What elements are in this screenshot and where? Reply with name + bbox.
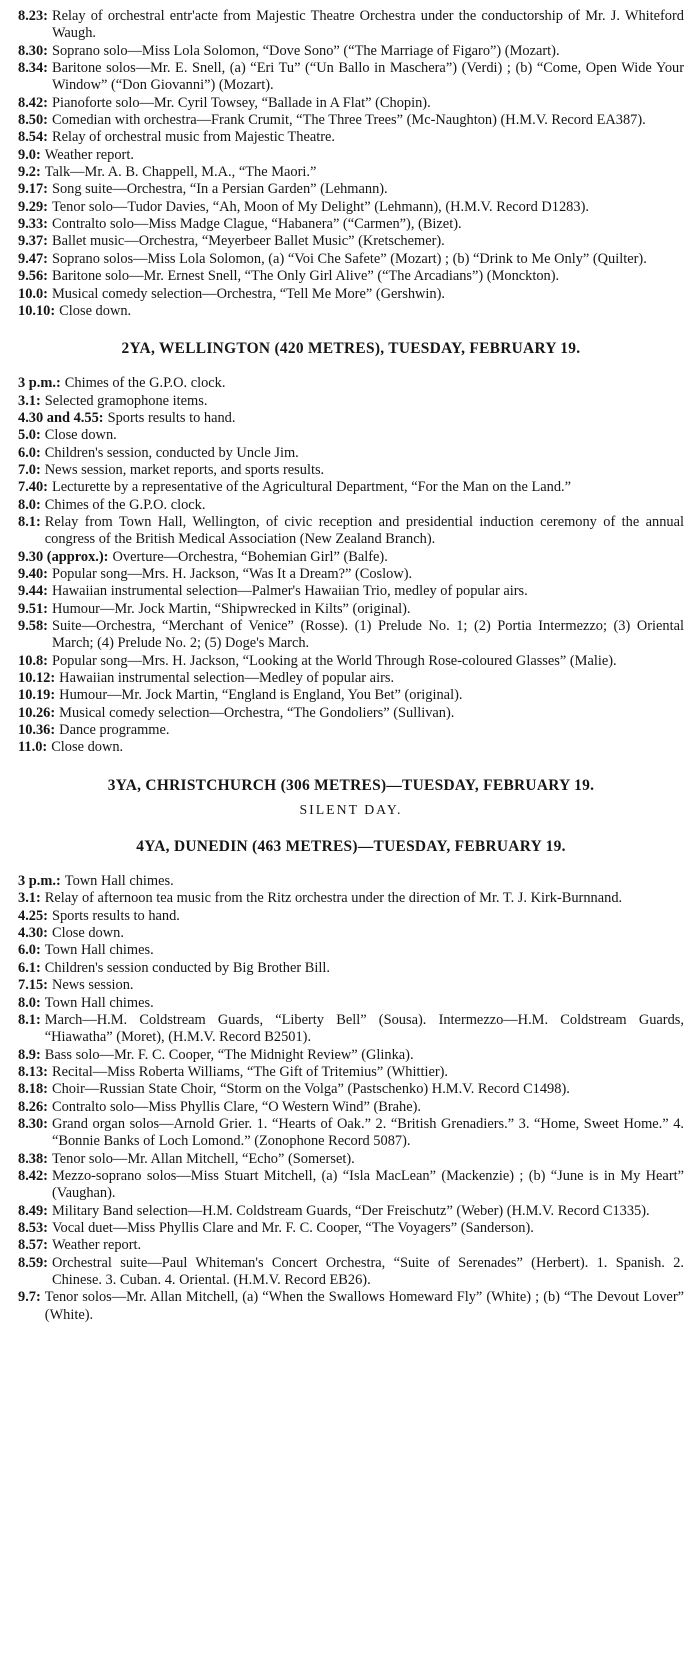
- programme-entry: [18, 1255, 684, 1290]
- entry-time: 8.50:: [18, 112, 48, 129]
- entry-text: March—H.M. Coldstream Guards, “Liberty Bell” (Sousa). Intermezzo—H.M. Coldstream Guards, “Hiawatha” (Moret), (H.M.V. Record B2501).: [44, 1011, 684, 1046]
- entry-time: 11.0:: [18, 739, 48, 756]
- entry-text: Close down.: [51, 925, 124, 942]
- entry-time: 8.26:: [18, 1098, 48, 1115]
- entry-text: Recital—Miss Roberta Williams, “The Gift of Tritemius” (Whittier).: [51, 1063, 449, 1080]
- entry-time: 5.0:: [18, 427, 41, 444]
- entry-text: Chimes of the G.P.O. clock.: [64, 375, 226, 392]
- programme-entry: [18, 1047, 684, 1064]
- entry-text: Talk—Mr. A. B. Chappell, M.A., “The Maori.”: [44, 164, 317, 181]
- entry-time: 4.25:: [18, 907, 48, 924]
- station-heading: 2YA, WELLINGTON (420 METRES), TUESDAY, FEBRUARY 19.: [121, 340, 581, 358]
- programme-entry: [18, 977, 684, 994]
- entry-time: 9.7:: [18, 1289, 41, 1306]
- programme-entry: [18, 583, 684, 600]
- programme-entry: [18, 427, 684, 444]
- entry-time: 7.0:: [18, 461, 41, 478]
- entry-time: 3 p.m.:: [18, 873, 61, 890]
- entry-time: 8.0:: [18, 496, 41, 513]
- programme-entry: [18, 393, 684, 410]
- entry-text: Popular song—Mrs. H. Jackson, “Looking at the World Through Rose-coloured Glasses” (Malie).: [51, 652, 617, 669]
- entry-text: Weather report.: [51, 1237, 142, 1254]
- entry-text: Weather report.: [44, 146, 134, 163]
- station-heading: 4YA, DUNEDIN (463 METRES)—TUESDAY, FEBRUARY 19.: [136, 838, 566, 856]
- entry-time: 10.0:: [18, 285, 48, 302]
- programme-entry: [18, 251, 684, 268]
- programme-entry: [18, 942, 684, 959]
- entry-text: Sports results to hand.: [107, 409, 236, 426]
- entry-time: 8.53:: [18, 1219, 48, 1236]
- entry-text: Close down.: [44, 427, 117, 444]
- entry-time: 3.1:: [18, 890, 41, 907]
- entry-text: Mezzo-soprano solos—Miss Stuart Mitchell, (a) “Isla MacLean” (Mackenzie) ; (b) “June is in My Heart” (Vaughan).: [51, 1167, 684, 1202]
- programme-entry: [18, 164, 684, 181]
- entry-time: 8.23:: [18, 8, 48, 24]
- programme-entry: [18, 233, 684, 250]
- entry-time: 8.57:: [18, 1237, 48, 1254]
- entry-time: 8.49:: [18, 1202, 48, 1219]
- entry-text: Chimes of the G.P.O. clock.: [44, 496, 206, 513]
- programme-entry: [18, 303, 684, 320]
- entry-text: Humour—Mr. Jock Martin, “England is England, You Bet” (original).: [59, 687, 463, 704]
- entry-time: 8.1:: [18, 513, 41, 530]
- entry-text: Vocal duet—Miss Phyllis Clare and Mr. F. C. Cooper, “The Voyagers” (Sanderson).: [51, 1219, 534, 1236]
- entry-text: Musical comedy selection—Orchestra, “Tell Me More” (Gershwin).: [51, 285, 445, 302]
- entry-time: 10.26:: [18, 704, 56, 721]
- programme-entry: [18, 445, 684, 462]
- programme-entry: [18, 1099, 684, 1116]
- station-heading: 3YA, CHRISTCHURCH (306 METRES)—TUESDAY, FEBRUARY 19.: [107, 776, 595, 794]
- entry-time: 10.36:: [18, 722, 56, 739]
- programme-entry: [18, 653, 684, 670]
- entry-text: Orchestral suite—Paul Whiteman's Concert Orchestra, “Suite of Serenades” (Herbert). 1. Spanish. 2. Chinese. 3. Cuban. 4. Oriental. (H.M.V. Record EB26).: [51, 1254, 684, 1288]
- programme-entry: [18, 8, 684, 43]
- entry-time: 8.0:: [18, 994, 41, 1011]
- entry-time: 8.42:: [18, 1167, 48, 1184]
- entry-time: 9.37:: [18, 233, 48, 250]
- programme-entry: [18, 1064, 684, 1081]
- entry-text: Choir—Russian State Choir, “Storm on the Volga” (Pastschenko) H.M.V. Record C1498).: [51, 1081, 570, 1098]
- entry-time: 6.0:: [18, 444, 41, 461]
- entry-text: News session.: [51, 977, 134, 994]
- entry-time: 9.44:: [18, 583, 48, 600]
- entry-time: 7.40:: [18, 479, 48, 496]
- entry-text: Close down.: [59, 302, 132, 319]
- entry-time: 9.47:: [18, 250, 48, 267]
- entry-text: Song suite—Orchestra, “In a Persian Garden” (Lehmann).: [51, 181, 388, 198]
- entry-time: 9.30 (approx.):: [18, 548, 109, 565]
- entry-text: Close down.: [51, 739, 124, 756]
- entry-time: 10.12:: [18, 670, 56, 687]
- entry-time: 8.42:: [18, 94, 48, 111]
- entry-text: Tenor solos—Mr. Allan Mitchell, (a) “When the Swallows Homeward Fly” (White) ; (b) “The Devout Lover” (White).: [44, 1289, 684, 1323]
- entry-time: 9.0:: [18, 146, 41, 163]
- entry-text: Baritone solos—Mr. E. Snell, (a) “Eri Tu” (“Un Ballo in Maschera”) (Verdi) ; (b) “Come, Open Wide Your Window” (“Don Giovanni”) (Mozart).: [51, 60, 684, 94]
- programme-entry: [18, 618, 684, 653]
- entry-text: Humour—Mr. Jock Martin, “Shipwrecked in Kilts” (original).: [51, 600, 411, 617]
- programme-entry: [18, 890, 684, 907]
- entry-text: Comedian with orchestra—Frank Crumit, “The Three Trees” (Mc-Naughton) (H.M.V. Record EA387).: [51, 112, 646, 129]
- entry-text: Relay of afternoon tea music from the Ritz orchestra under the direction of Mr. T. J. Kirk-Burnnand.: [44, 890, 623, 907]
- entry-time: 6.1:: [18, 959, 41, 976]
- entry-time: 8.38:: [18, 1150, 48, 1167]
- programme-entry: [18, 1289, 684, 1324]
- entry-text: Soprano solos—Miss Lola Solomon, (a) “Voi Che Safete” (Mozart) ; (b) “Drink to Me Only” (Quilter).: [51, 250, 647, 267]
- programme-entry: [18, 1012, 684, 1047]
- programme-entry: [18, 216, 684, 233]
- programme-entry: [18, 497, 684, 514]
- programme-entry: [18, 95, 684, 112]
- entry-text: Musical comedy selection—Orchestra, “The Gondoliers” (Sullivan).: [59, 704, 455, 721]
- programme-entry: [18, 1237, 684, 1254]
- entry-time: 3 p.m.:: [18, 375, 61, 392]
- entry-time: 9.29:: [18, 198, 48, 215]
- programme-entry: [18, 670, 684, 687]
- programme-entry: [18, 462, 684, 479]
- programme-entry: [18, 739, 684, 756]
- entry-text: Hawaiian instrumental selection—Medley of popular airs.: [59, 670, 395, 687]
- programme-entry: [18, 705, 684, 722]
- entry-time: 9.56:: [18, 268, 48, 285]
- entry-time: 10.8:: [18, 652, 48, 669]
- programme-entry: [18, 514, 684, 549]
- programme-entry: [18, 1168, 684, 1203]
- programme-entry: [18, 960, 684, 977]
- entry-time: 9.2:: [18, 164, 41, 181]
- entry-time: 9.17:: [18, 181, 48, 198]
- programme-entry: [18, 1220, 684, 1237]
- entry-time: 8.18:: [18, 1081, 48, 1098]
- programme-entry: [18, 60, 684, 95]
- entry-time: 10.19:: [18, 687, 56, 704]
- programme-entry: [18, 1203, 684, 1220]
- programme-entry: [18, 479, 684, 496]
- entry-time: 9.58:: [18, 618, 48, 634]
- entry-time: 7.15:: [18, 977, 48, 994]
- programme-entry: [18, 410, 684, 427]
- entry-text: Children's session, conducted by Uncle Jim.: [44, 444, 299, 461]
- entry-text: Sports results to hand.: [51, 907, 180, 924]
- entry-time: 8.34:: [18, 60, 48, 77]
- programme-entry: [18, 147, 684, 164]
- entry-text: Town Hall chimes.: [44, 994, 154, 1011]
- entry-time: 8.30:: [18, 1115, 48, 1132]
- entry-text: Town Hall chimes.: [44, 942, 154, 959]
- programme-entry: [18, 1151, 684, 1168]
- programme-entry: [18, 181, 684, 198]
- entry-text: Pianoforte solo—Mr. Cyril Towsey, “Ballade in A Flat” (Chopin).: [51, 94, 431, 111]
- entry-text: Children's session conducted by Big Brother Bill.: [44, 959, 330, 976]
- programme-entry: [18, 1081, 684, 1098]
- programme-entry: [18, 722, 684, 739]
- station-subtitle: SILENT DAY.: [299, 801, 403, 817]
- entry-text: Popular song—Mrs. H. Jackson, “Was It a Dream?” (Coslow).: [51, 565, 413, 582]
- entry-text: Suite—Orchestra, “Merchant of Venice” (Rosse). (1) Prelude No. 1; (2) Portia Intermezzo; (3) Oriental March; (4) Prelude No. 2; (5) Doge's March.: [51, 618, 684, 652]
- programme-entry: [18, 268, 684, 285]
- programme-entry: [18, 375, 684, 392]
- entry-time: 9.40:: [18, 565, 48, 582]
- entry-text: Tenor solo—Tudor Davies, “Ah, Moon of My Delight” (Lehmann), (H.M.V. Record D1283).: [51, 198, 589, 215]
- programme-entry: [18, 601, 684, 618]
- programme-entry: [18, 112, 684, 129]
- programme-entry: [18, 199, 684, 216]
- entry-text: Baritone solo—Mr. Ernest Snell, “The Only Girl Alive” (“The Arcadians”) (Monckton).: [51, 268, 560, 285]
- entry-time: 9.33:: [18, 216, 48, 233]
- entry-text: Relay from Town Hall, Wellington, of civic reception and presidential induction ceremony of the annual congress of the British Medical Association (New Zealand Branch).: [44, 513, 684, 548]
- programme-entry: [18, 43, 684, 60]
- entry-text: Contralto solo—Miss Phyllis Clare, “O Western Wind” (Brahe).: [51, 1098, 422, 1115]
- programme-entry: [18, 925, 684, 942]
- entry-time: 8.54:: [18, 129, 48, 146]
- entry-text: Dance programme.: [59, 722, 170, 739]
- programme-entry: [18, 549, 684, 566]
- entry-text: Relay of orchestral entr'acte from Majestic Theatre Orchestra under the conductorship of Mr. J. Whiteford Waugh.: [51, 8, 684, 42]
- entry-time: 9.51:: [18, 600, 48, 617]
- entry-time: 10.10:: [18, 302, 56, 319]
- entry-text: Town Hall chimes.: [64, 873, 174, 890]
- programme-entry: [18, 286, 684, 303]
- programme-entry: [18, 995, 684, 1012]
- entry-text: Overture—Orchestra, “Bohemian Girl” (Balfe).: [112, 548, 388, 565]
- programme-entry: [18, 873, 684, 890]
- entry-time: 8.59:: [18, 1254, 48, 1271]
- entry-time: 6.0:: [18, 942, 41, 959]
- entry-text: Selected gramophone items.: [44, 392, 208, 409]
- entry-text: Hawaiian instrumental selection—Palmer's Hawaiian Trio, medley of popular airs.: [51, 583, 528, 600]
- programme-entry: [18, 1116, 684, 1151]
- entry-time: 3.1:: [18, 392, 41, 409]
- entry-text: Soprano solo—Miss Lola Solomon, “Dove Sono” (“The Marriage of Figaro”) (Mozart).: [51, 42, 560, 59]
- entry-text: Military Band selection—H.M. Coldstream Guards, “Der Freischutz” (Weber) (H.M.V. Record C1335).: [51, 1202, 650, 1219]
- programme-entry: [18, 566, 684, 583]
- entry-text: Contralto solo—Miss Madge Clague, “Habanera” (“Carmen”), (Bizet).: [51, 216, 462, 233]
- entry-time: 4.30 and 4.55:: [18, 409, 104, 426]
- programme-entry: [18, 687, 684, 704]
- entry-time: 8.1:: [18, 1011, 41, 1028]
- entry-text: Relay of orchestral music from Majestic Theatre.: [51, 129, 336, 146]
- entry-time: 8.13:: [18, 1063, 48, 1080]
- entry-time: 4.30:: [18, 925, 48, 942]
- entry-text: Tenor solo—Mr. Allan Mitchell, “Echo” (Somerset).: [51, 1150, 355, 1167]
- entry-time: 8.9:: [18, 1046, 41, 1063]
- entry-text: Lecturette by a representative of the Agricultural Department, “For the Man on the Land.”: [51, 479, 572, 496]
- entry-text: Grand organ solos—Arnold Grier. 1. “Hearts of Oak.” 2. “British Grenadiers.” 3. “Home, Sweet Home.” 4. “Bonnie Banks of Loch Lomond.” (Zonophone Record 5087).: [51, 1115, 684, 1150]
- entry-text: News session, market reports, and sports results.: [44, 461, 325, 478]
- programme-entry: [18, 908, 684, 925]
- programme-entry: [18, 129, 684, 146]
- entry-text: Bass solo—Mr. F. C. Cooper, “The Midnight Review” (Glinka).: [44, 1046, 414, 1063]
- entry-time: 8.30:: [18, 42, 48, 59]
- entry-text: Ballet music—Orchestra, “Meyerbeer Ballet Music” (Kretschemer).: [51, 233, 445, 250]
